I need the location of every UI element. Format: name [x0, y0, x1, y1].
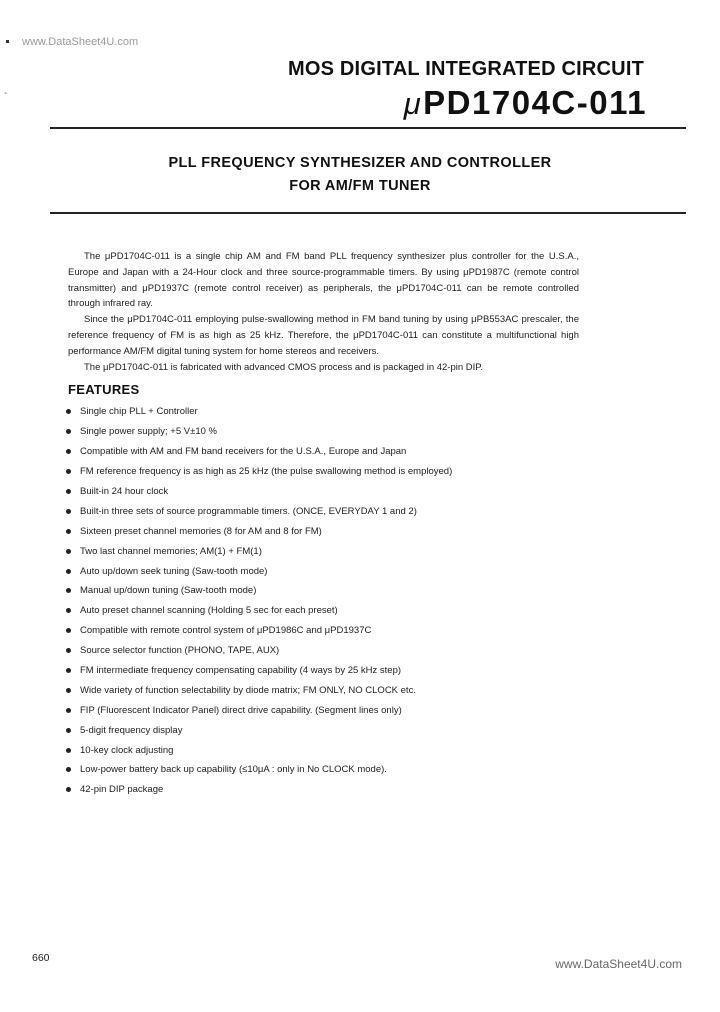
- bullet-icon: [66, 489, 71, 494]
- list-item: [66, 561, 626, 581]
- bullet-icon: [66, 588, 71, 593]
- scan-mark-icon: `: [4, 92, 8, 103]
- page-number: 660: [32, 952, 50, 964]
- feature-text: FIP (Fluorescent Indicator Panel) direct drive capability. (Segment lines only): [80, 704, 402, 716]
- bullet-icon: [66, 748, 71, 753]
- header-divider: [50, 127, 686, 129]
- list-item: [66, 581, 626, 601]
- page-title-line-2: FOR AM/FM TUNER: [289, 178, 431, 194]
- list-item: [66, 442, 626, 462]
- part-prefix: μ: [403, 86, 423, 121]
- bullet-icon: [66, 608, 71, 613]
- bullet-icon: [66, 449, 71, 454]
- bullet-icon: [66, 648, 71, 653]
- feature-text: Sixteen preset channel memories (8 for AM and 8 for FM): [80, 525, 322, 537]
- bullet-icon: [66, 728, 71, 733]
- feature-text: Single power supply; +5 V±10 %: [80, 426, 217, 438]
- features-heading: FEATURES: [68, 382, 140, 397]
- feature-text: Compatible with AM and FM band receivers for the U.S.A., Europe and Japan: [80, 446, 407, 458]
- list-item: [66, 641, 626, 661]
- bullet-icon: [66, 787, 71, 792]
- list-item: [66, 422, 626, 442]
- intro-paragraph-1: The μPD1704C-011 is a single chip AM and FM band PLL frequency synthesizer plus controller for the U.S.A., Europe and Japan with a 24-Hour clock and three source-programmable timers. By using μPD1987C (remote control transmitter) and μPD1937C (remote control receiver) as peripherals, the μPD1704C-011 can be remote controlled through infrared ray.: [68, 251, 579, 310]
- bullet-icon: [66, 409, 71, 414]
- page-title-line-1: PLL FREQUENCY SYNTHESIZER AND CONTROLLER: [168, 155, 552, 171]
- feature-text: Two last channel memories; AM(1) + FM(1): [80, 545, 262, 557]
- bullet-icon: [66, 469, 71, 474]
- list-item: [66, 621, 626, 641]
- bullet-icon: [66, 429, 71, 434]
- bullet-icon: [66, 628, 71, 633]
- list-item: [66, 541, 626, 561]
- feature-text: FM reference frequency is as high as 25 kHz (the pulse swallowing method is employed): [80, 466, 453, 478]
- intro-paragraph-3: The μPD1704C-011 is fabricated with advanced CMOS process and is packaged in 42-pin DIP.: [84, 361, 484, 373]
- bullet-icon: [66, 509, 71, 514]
- list-item: [66, 482, 626, 502]
- feature-text: FM intermediate frequency compensating capability (4 ways by 25 kHz step): [80, 665, 402, 677]
- feature-text: Manual up/down tuning (Saw-tooth mode): [80, 585, 257, 597]
- bullet-icon: [66, 549, 71, 554]
- feature-text: Compatible with remote control system of μPD1986C and μPD1937C: [80, 625, 372, 637]
- watermark-bottom[interactable]: www.DataSheet4U.com: [555, 957, 682, 971]
- list-item: [66, 740, 626, 760]
- list-item: [66, 501, 626, 521]
- feature-text: Auto up/down seek tuning (Saw-tooth mode): [80, 565, 268, 577]
- feature-text: Auto preset channel scanning (Holding 5 sec for each preset): [80, 605, 338, 617]
- bullet-icon: [66, 529, 71, 534]
- features-list: [66, 402, 626, 800]
- document-category: MOS DIGITAL INTEGRATED CIRCUIT: [288, 58, 644, 80]
- list-item: [66, 760, 626, 780]
- list-item: [66, 700, 626, 720]
- scan-dot: [6, 40, 9, 43]
- intro-paragraph-2: Since the μPD1704C-011 employing pulse-swallowing method in FM band tuning by using μPB553AC prescaler, the reference frequency of FM is as high as 25 kHz. Therefore, the μPD1704C-011 can constitute a multifunctional high performance AM/FM digital tuning system for home stereos and receivers.: [68, 314, 579, 357]
- feature-text: Single chip PLL + Controller: [80, 406, 198, 418]
- bullet-icon: [66, 668, 71, 673]
- title-divider: [50, 212, 686, 214]
- watermark-top[interactable]: www.DataSheet4U.com: [22, 36, 139, 48]
- feature-text: 42-pin DIP package: [80, 784, 164, 796]
- feature-text: Low-power battery back up capability (≤10μA : only in No CLOCK mode).: [80, 764, 387, 776]
- feature-text: Source selector function (PHONO, TAPE, AUX): [80, 645, 280, 657]
- bullet-icon: [66, 569, 71, 574]
- list-item: [66, 661, 626, 681]
- feature-text: Wide variety of function selectability by diode matrix; FM ONLY, NO CLOCK etc.: [80, 684, 416, 696]
- list-item: [66, 601, 626, 621]
- list-item: [66, 780, 626, 800]
- list-item: [66, 402, 626, 422]
- list-item: [66, 720, 626, 740]
- list-item: [66, 462, 626, 482]
- list-item: [66, 521, 626, 541]
- bullet-icon: [66, 688, 71, 693]
- feature-text: 10-key clock adjusting: [80, 744, 174, 756]
- list-item: [66, 680, 626, 700]
- intro-text: [68, 249, 579, 375]
- part-number: [404, 84, 647, 122]
- feature-text: 5-digit frequency display: [80, 724, 183, 736]
- feature-text: Built-in three sets of source programmable timers. (ONCE, EVERYDAY 1 and 2): [80, 505, 417, 517]
- bullet-icon: [66, 708, 71, 713]
- feature-text: Built-in 24 hour clock: [80, 486, 169, 497]
- bullet-icon: [66, 767, 71, 772]
- part-number-text: PD1704C-011: [423, 84, 647, 121]
